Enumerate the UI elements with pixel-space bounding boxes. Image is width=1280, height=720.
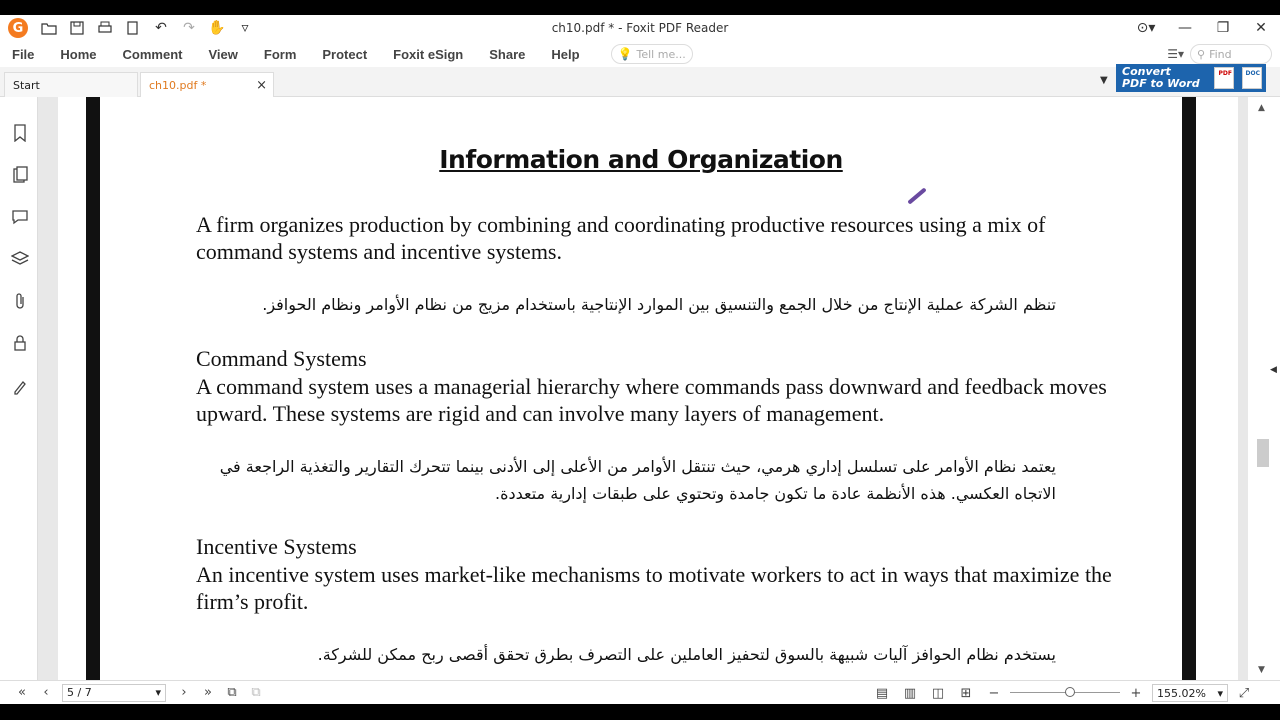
window-controls	[1126, 15, 1280, 41]
paragraph-2: A command system uses a managerial hierarchy where commands pass downward and feedback moves upward. These systems are rigid and can involve many layers of management.	[196, 374, 1107, 426]
continuous-view-icon[interactable]: ▥	[903, 685, 917, 701]
menu-file[interactable]: File	[12, 46, 35, 62]
undo-icon[interactable]: ↶	[155, 20, 167, 36]
tab-bar	[0, 67, 1280, 97]
signature-panel-icon[interactable]	[10, 377, 30, 397]
menu-form[interactable]: Form	[263, 46, 297, 62]
scroll-down-arrow-icon[interactable]: ▼	[1258, 665, 1265, 675]
zoom-slider-knob[interactable]	[1065, 687, 1075, 697]
print-icon[interactable]	[96, 19, 114, 37]
tab-start-label: Start	[13, 78, 40, 92]
page-border-left	[86, 97, 100, 680]
insert-pages-icon[interactable]: ⧉	[251, 685, 261, 700]
title-bar	[0, 15, 1280, 41]
hand-tool-icon[interactable]: ✋	[208, 20, 226, 36]
pen-annotation-mark	[907, 187, 926, 204]
tell-me-placeholder: Tell me...	[636, 47, 686, 61]
redo-icon[interactable]: ↷	[183, 20, 195, 36]
attachments-icon[interactable]	[10, 291, 30, 311]
bottom-black-band	[0, 704, 1280, 720]
tab-document-label: ch10.pdf *	[149, 78, 207, 92]
status-bar	[0, 680, 1280, 704]
menu-home[interactable]: Home	[60, 46, 97, 62]
scroll-up-arrow-icon[interactable]: ▲	[1258, 103, 1265, 113]
menu-right-tools	[1167, 44, 1272, 64]
heading-incentive-systems: Incentive Systems	[196, 534, 357, 559]
convert-line1: Convert	[1122, 65, 1171, 78]
left-panel-sidebar	[0, 97, 38, 680]
find-input[interactable]	[1190, 44, 1272, 64]
minimize-icon[interactable]: —	[1178, 20, 1192, 36]
pdf-file-icon: PDF	[1214, 67, 1234, 89]
close-window-icon[interactable]: ✕	[1255, 20, 1267, 36]
pages-thumbnail-icon[interactable]	[10, 165, 30, 185]
zoom-level-select[interactable]	[1152, 684, 1228, 702]
paragraph-1-arabic: تنظم الشركة عملية الإنتاج من خلال الجمع والتنسيق بين الموارد الإنتاجية باستخدام مزيج من نظام الأوامر ونظام الحوافز.	[262, 295, 1056, 314]
tab-start[interactable]	[4, 72, 138, 97]
search-icon: ⚲	[1197, 47, 1206, 61]
view-controls	[870, 683, 1256, 703]
account-icon[interactable]: ⊙▾	[1136, 20, 1156, 36]
scrollbar-thumb[interactable]	[1257, 439, 1269, 467]
zoom-dropdown-icon: ▾	[1217, 686, 1223, 700]
window-title: ch10.pdf * - Foxit PDF Reader	[551, 21, 729, 35]
menu-comment[interactable]: Comment	[122, 46, 183, 62]
foxit-logo-icon[interactable]: G	[8, 18, 28, 38]
paragraph-3-arabic: يستخدم نظام الحوافز آليات شبيهة بالسوق لتحفيز العاملين على التصرف بطرق تحقق أقصى ربح ممكن للشركة.	[317, 645, 1056, 664]
zoom-level-value: 155.02%	[1157, 686, 1206, 700]
close-tab-icon[interactable]: ×	[256, 77, 267, 93]
bookmark-icon[interactable]	[10, 123, 30, 143]
new-document-icon[interactable]	[124, 19, 142, 37]
heading-command-systems: Command Systems	[196, 346, 367, 371]
paragraph-1: A firm organizes production by combining and coordinating productive resources using a mix of command systems and incentive systems.	[196, 212, 1046, 264]
extract-pages-icon[interactable]: ⧉	[227, 685, 237, 700]
facing-view-icon[interactable]: ◫	[931, 685, 945, 701]
document-title: Information and Organization	[439, 145, 843, 174]
lightbulb-icon: 💡	[617, 47, 633, 61]
tab-list-dropdown-icon[interactable]: ▼	[1100, 75, 1108, 86]
zoom-slider[interactable]	[1010, 683, 1120, 703]
menu-foxit-esign[interactable]: Foxit eSign	[393, 46, 464, 62]
paragraph-3: An incentive system uses market-like mechanisms to motivate workers to act in ways that maximize the firm’s profit.	[196, 562, 1112, 614]
first-page-icon[interactable]: «	[18, 685, 26, 700]
tab-document[interactable]	[140, 72, 274, 97]
maximize-icon[interactable]: ❐	[1216, 20, 1230, 36]
single-page-view-icon[interactable]: ▤	[875, 685, 889, 701]
convert-pdf-to-word-ad[interactable]	[1116, 64, 1266, 92]
open-folder-icon[interactable]	[40, 19, 58, 37]
menu-view[interactable]: View	[208, 46, 238, 62]
convert-line2: PDF to Word	[1122, 77, 1200, 90]
top-black-band	[0, 0, 1280, 15]
page-number-value: 5 / 7	[67, 686, 92, 699]
customize-toolbar-icon[interactable]: ▿	[241, 20, 249, 36]
zoom-in-icon[interactable]: +	[1130, 685, 1142, 701]
previous-page-icon[interactable]: ‹	[43, 685, 49, 700]
security-lock-icon[interactable]	[10, 333, 30, 353]
menu-bar	[0, 41, 1280, 67]
last-page-icon[interactable]: »	[204, 685, 212, 700]
vertical-scrollbar[interactable]	[1248, 97, 1280, 680]
layers-icon[interactable]	[10, 249, 30, 269]
next-page-icon[interactable]: ›	[181, 685, 187, 700]
search-options-icon[interactable]: ☰▾	[1167, 47, 1184, 61]
menu-help[interactable]: Help	[551, 46, 580, 62]
find-placeholder: Find	[1209, 47, 1232, 61]
comments-icon[interactable]	[10, 207, 30, 227]
menu-protect[interactable]: Protect	[322, 46, 368, 62]
paragraph-2-arabic: يعتمد نظام الأوامر على تسلسل إداري هرمي، حيث تنتقل الأوامر من الأعلى إلى الأدنى بينما تتحرك التقارير والتغذية الراجعة في الاتجاه العكسي. هذه الأنظمة عادة ما تكون جامدة وتحتوي على طبقات إدارية متعددة.	[219, 457, 1056, 503]
fullscreen-icon[interactable]: ⤢	[1238, 685, 1250, 701]
zoom-out-icon[interactable]: −	[988, 685, 1000, 701]
continuous-facing-view-icon[interactable]: ⊞	[960, 685, 972, 701]
save-icon[interactable]	[68, 19, 86, 37]
convert-doc-icons	[1214, 67, 1262, 89]
quick-access-toolbar	[40, 19, 254, 37]
page-border-right	[1182, 97, 1196, 680]
menu-share[interactable]: Share	[489, 46, 526, 62]
word-file-icon: DOC	[1242, 67, 1262, 89]
pdf-page	[100, 97, 1182, 680]
tell-me-search[interactable]	[611, 44, 693, 64]
collapse-right-panel-icon[interactable]: ◀	[1270, 365, 1277, 375]
document-view[interactable]	[38, 97, 1248, 680]
page-dropdown-icon: ▾	[155, 686, 161, 699]
page-number-input[interactable]	[62, 684, 166, 702]
